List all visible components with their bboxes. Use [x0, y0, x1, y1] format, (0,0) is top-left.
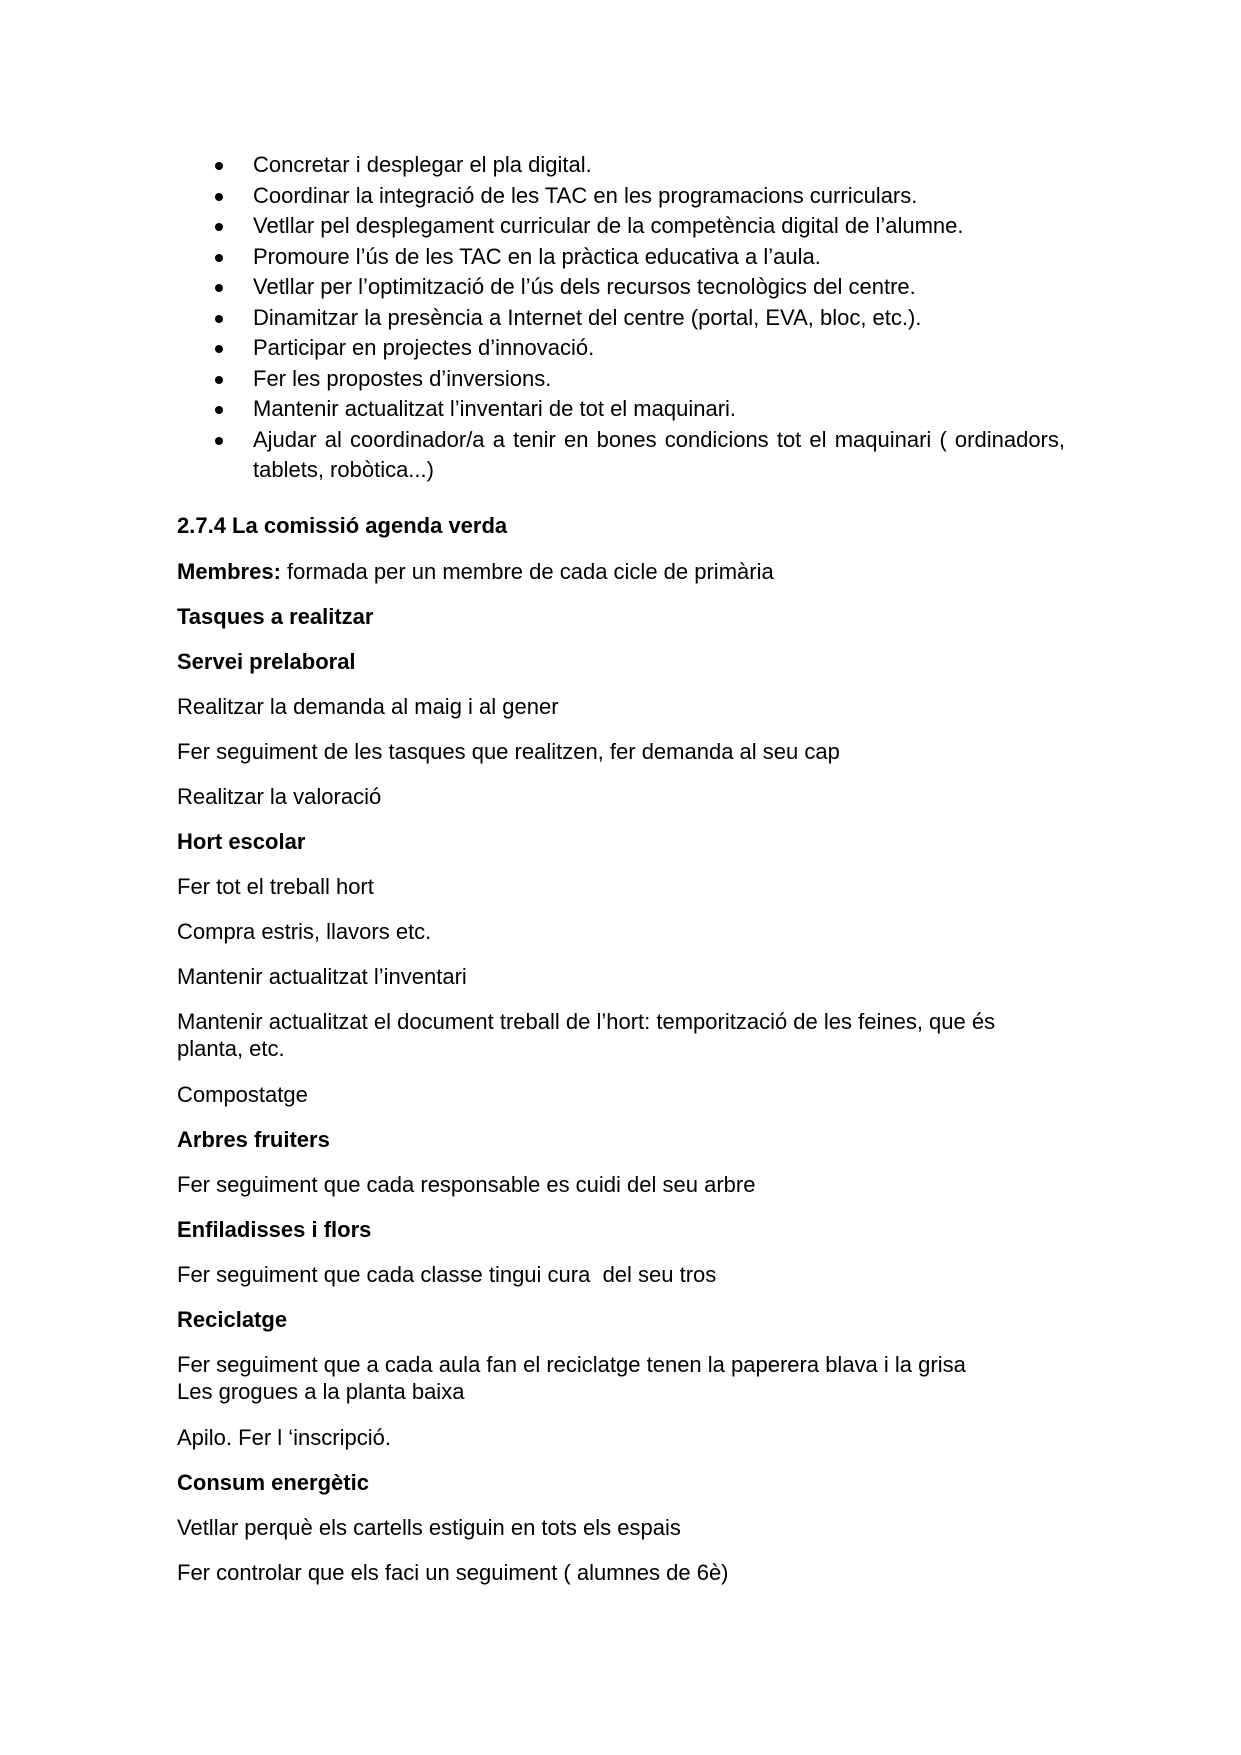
- list-item: Participar en projectes d’innovació.: [0, 333, 1065, 364]
- bullet-list: [0, 150, 1241, 486]
- list-item: Dinamitzar la presència a Internet del centre (portal, EVA, bloc, etc.).: [0, 303, 1065, 334]
- bullet-icon: [215, 193, 223, 201]
- paragraph: Realitzar la demanda al maig i al gener: [177, 694, 559, 719]
- subheading-reciclatge: Reciclatge: [177, 1307, 288, 1332]
- paragraph: Fer seguiment que cada responsable es cuidi del seu arbre: [177, 1172, 756, 1197]
- paragraph: Les grogues a la planta baixa: [177, 1379, 465, 1404]
- bullet-icon: [215, 162, 223, 170]
- subheading-enfiladisses: Enfiladisses i flors: [177, 1217, 372, 1242]
- list-item: Vetllar per l’optimització de l’ús dels recursos tecnològics del centre.: [0, 272, 1065, 303]
- subheading-servei-prelaboral: Servei prelaboral: [177, 649, 356, 674]
- members-line: [177, 558, 1077, 585]
- list-item: Promoure l’ús de les TAC en la pràctica educativa a l’aula.: [0, 242, 1065, 273]
- list-item: Vetllar pel desplegament curricular de la competència digital de l’alumne.: [0, 211, 1065, 242]
- bullet-icon: [215, 223, 223, 231]
- paragraph: Mantenir actualitzat l’inventari: [177, 964, 467, 989]
- list-item: Concretar i desplegar el pla digital.: [0, 150, 1065, 181]
- bullet-icon: [215, 254, 223, 262]
- paragraph: Fer seguiment que a cada aula fan el reciclatge tenen la paperera blava i la grisa: [177, 1352, 966, 1377]
- members-text: formada per un membre de cada cicle de primària: [280, 559, 774, 584]
- subheading-hort-escolar: Hort escolar: [177, 829, 306, 854]
- list-item: Coordinar la integració de les TAC en les programacions curriculars.: [0, 181, 1065, 212]
- paragraph: Compostatge: [177, 1082, 308, 1107]
- paragraph: Fer seguiment que cada classe tingui cura del seu tros: [177, 1262, 717, 1287]
- list-item: Fer les propostes d’inversions.: [0, 364, 1065, 395]
- paragraph: Mantenir actualitzat el document treball de l’hort: temporització de les feines, que és planta, etc.: [177, 1009, 996, 1061]
- paragraph: Fer seguiment de les tasques que realitzen, fer demanda al seu cap: [177, 739, 840, 764]
- paragraph: Compra estris, llavors etc.: [177, 919, 432, 944]
- bullet-icon: [215, 315, 223, 323]
- paragraph: Realitzar la valoració: [177, 784, 382, 809]
- bullet-icon: [215, 406, 223, 414]
- bullet-icon: [215, 376, 223, 384]
- paragraph: Apilo. Fer l ‘inscripció.: [177, 1425, 391, 1450]
- members-label: Membres:: [177, 559, 281, 584]
- subheading-arbres-fruiters: Arbres fruiters: [177, 1127, 330, 1152]
- section-heading: 2.7.4 La comissió agenda verda: [177, 513, 508, 538]
- list-item: Mantenir actualitzat l’inventari de tot el maquinari.: [0, 394, 1065, 425]
- bullet-icon: [215, 284, 223, 292]
- paragraph: Fer controlar que els faci un seguiment ( alumnes de 6è): [177, 1560, 729, 1585]
- bullet-icon: [215, 437, 223, 445]
- paragraph: Fer tot el treball hort: [177, 874, 374, 899]
- subheading-consum-energetic: Consum energètic: [177, 1470, 369, 1495]
- tasks-heading: Tasques a realitzar: [177, 604, 374, 629]
- bullet-icon: [215, 345, 223, 353]
- paragraph: Vetllar perquè els cartells estiguin en tots els espais: [177, 1515, 681, 1540]
- list-item: Ajudar al coordinador/a a tenir en bones condicions tot el maquinari ( ordinadors, tablets, robòtica...): [0, 425, 1065, 486]
